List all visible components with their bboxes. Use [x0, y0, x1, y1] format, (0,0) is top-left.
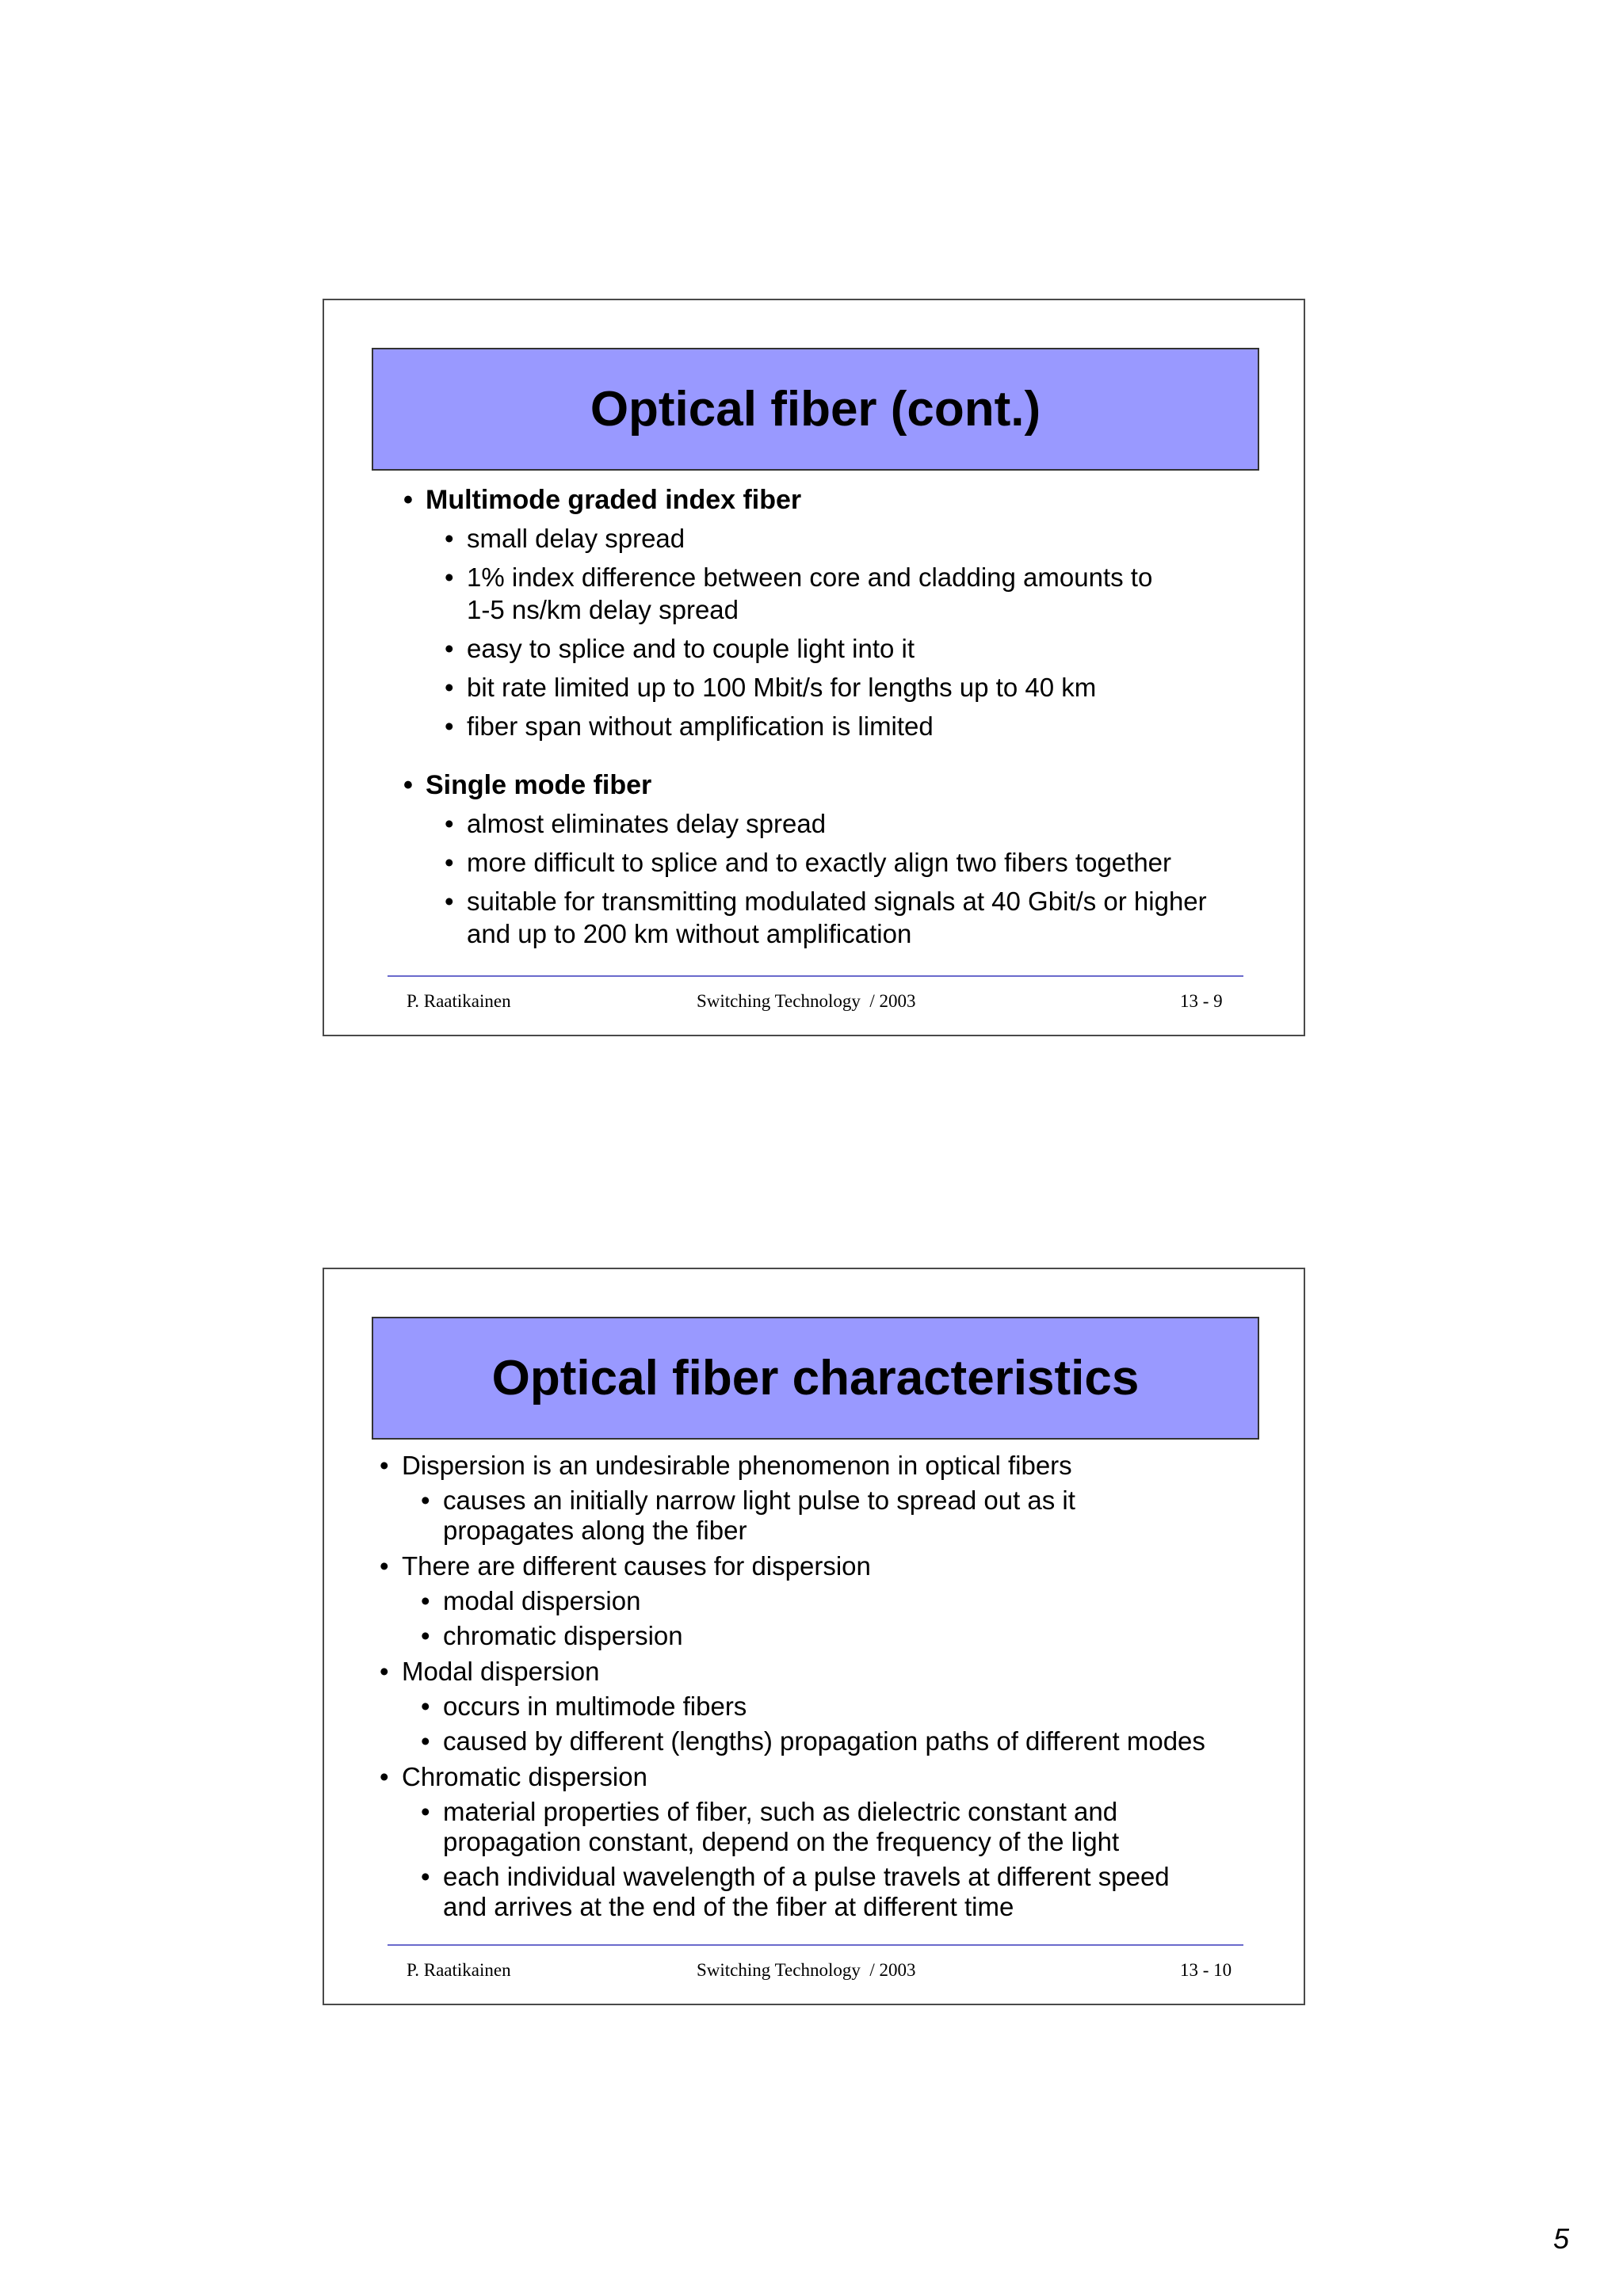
slide-title: Optical fiber characteristics [491, 1351, 1140, 1405]
footer-course: Switching Technology / 2003 [697, 991, 916, 1011]
bullet-icon: • [403, 485, 413, 515]
bullet-icon: • [445, 673, 454, 702]
bullet-icon: • [421, 1486, 430, 1515]
bullet-icon: • [380, 1551, 389, 1581]
slide-title-box [372, 348, 1259, 471]
bullet-item: • easy to splice and to couple light into it [445, 634, 915, 663]
bullet-item: • suitable for transmitting modulated signals at 40 Gbit/s or higher and up to 200 km without amplification [445, 887, 1207, 948]
bullet-icon: • [445, 711, 454, 741]
bullet-item: • bit rate limited up to 100 Mbit/s for lengths up to 40 km [445, 673, 1097, 702]
bullet-item: • Dispersion is an undesirable phenomenon in optical fibers [380, 1451, 1072, 1480]
bullet-item: • Modal dispersion [380, 1657, 600, 1686]
sub-bullet-item: • modal dispersion [421, 1586, 641, 1615]
footer-course: Switching Technology / 2003 [697, 1960, 916, 1980]
footer-author: P. Raatikainen [407, 1960, 511, 1980]
slide-title: Optical fiber (cont.) [590, 382, 1041, 437]
bullet-item: • almost eliminates delay spread [445, 809, 827, 838]
bullet-heading: • Single mode fiber [403, 770, 652, 800]
footer-slide-number: 13 - 9 [1180, 991, 1223, 1011]
bullet-icon: • [445, 524, 454, 553]
bullet-item: • more difficult to splice and to exactly align two fibers together [445, 848, 1172, 877]
sub-bullet-item: • caused by different (lengths) propagation paths of different modes [421, 1726, 1205, 1756]
bullet-icon: • [380, 1451, 389, 1480]
bullet-icon: • [421, 1862, 430, 1891]
slide-2 [323, 1268, 1305, 2005]
bullet-icon: • [445, 563, 454, 592]
bullet-icon: • [421, 1726, 430, 1756]
bullet-icon: • [403, 770, 413, 800]
bullet-icon: • [445, 848, 454, 877]
slide-body [372, 1450, 1267, 1922]
footer-slide-number: 13 - 10 [1180, 1960, 1232, 1980]
bullet-item: • There are different causes for dispersion [380, 1551, 871, 1581]
bullet-icon: • [421, 1691, 430, 1721]
bullet-item: • small delay spread [445, 524, 685, 553]
bullet-icon: • [421, 1586, 430, 1615]
bullet-icon: • [421, 1797, 430, 1826]
bullet-icon: • [421, 1621, 430, 1650]
sub-bullet-item: • chromatic dispersion [421, 1621, 683, 1650]
bullet-icon: • [380, 1657, 389, 1686]
bullet-icon: • [445, 887, 454, 916]
footer-rule [388, 1944, 1243, 1946]
bullet-icon: • [445, 634, 454, 663]
sub-bullet-item: • causes an initially narrow light pulse to spread out as it propagates along the fiber [421, 1486, 1075, 1545]
slide-1 [323, 299, 1305, 1036]
bullet-heading: • Multimode graded index fiber [403, 485, 802, 515]
sub-bullet-item: • each individual wavelength of a pulse travels at different speed and arrives at the end of the fiber at different time [421, 1862, 1170, 1921]
page-number: 5 [1553, 2222, 1570, 2255]
bullet-icon: • [445, 809, 454, 838]
footer-rule [388, 975, 1243, 977]
bullet-item: • 1% index difference between core and cladding amounts to 1-5 ns/km delay spread [445, 563, 1153, 624]
sub-bullet-item: • material properties of fiber, such as dielectric constant and propagation constant, depend on the frequency of the light [421, 1797, 1120, 1856]
footer-author: P. Raatikainen [407, 991, 511, 1011]
sub-bullet-item: • occurs in multimode fibers [421, 1691, 747, 1721]
bullet-item: • Chromatic dispersion [380, 1762, 647, 1791]
slide-title-box [372, 1317, 1259, 1440]
bullet-icon: • [380, 1762, 389, 1791]
bullet-item: • fiber span without amplification is limited [445, 711, 934, 741]
slide-body [372, 484, 1267, 950]
